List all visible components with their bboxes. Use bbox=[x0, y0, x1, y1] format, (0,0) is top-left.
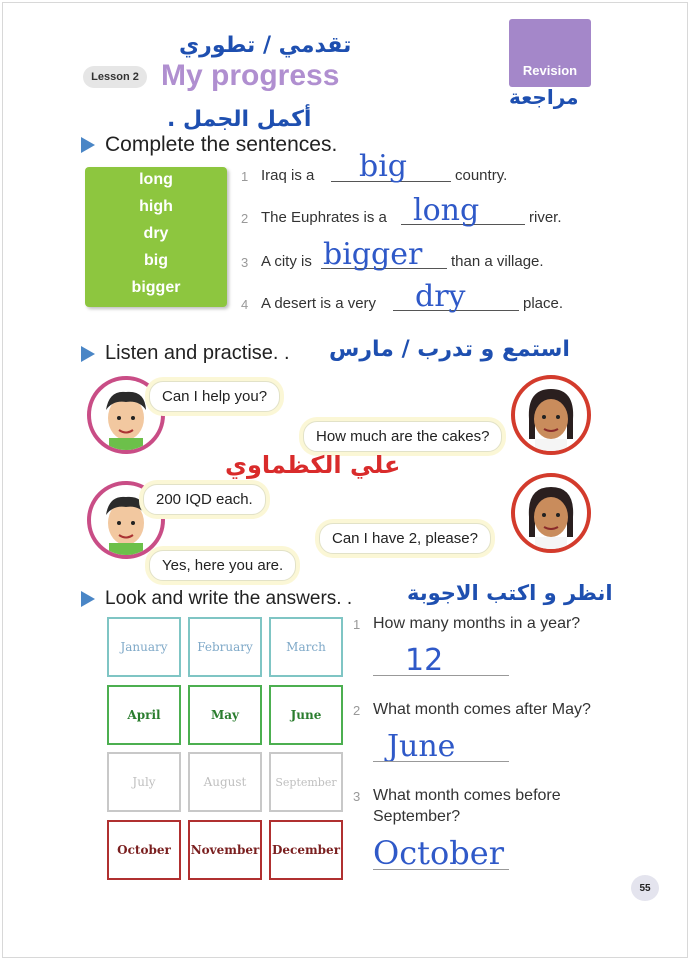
word-item: long bbox=[139, 171, 173, 188]
girl-avatar bbox=[511, 473, 591, 553]
handwritten-answer: 12 bbox=[405, 643, 444, 678]
handwritten-answer: big bbox=[359, 149, 408, 184]
sentence-text: Iraq is a bbox=[261, 167, 315, 184]
speech-bubble: Yes, here you are. bbox=[149, 550, 296, 581]
speech-bubble: Can I help you? bbox=[149, 381, 280, 412]
word-item: dry bbox=[143, 225, 169, 242]
sentence-number: 2 bbox=[241, 211, 249, 226]
page-number: 55 bbox=[631, 875, 659, 901]
handwritten-answer: October bbox=[373, 834, 504, 872]
watermark-text: علي الكظماوي bbox=[225, 451, 401, 479]
month-card: January bbox=[107, 617, 181, 677]
girl-face-icon bbox=[515, 477, 587, 549]
word-item: big bbox=[144, 252, 168, 269]
sentence-number: 4 bbox=[241, 297, 249, 312]
revision-arabic: مراجعة bbox=[509, 85, 579, 109]
handwritten-answer: June bbox=[387, 729, 456, 764]
arabic-title: تقدمي / تطوري bbox=[179, 33, 352, 58]
handwritten-answer: dry bbox=[415, 279, 466, 314]
lesson-badge: Lesson 2 bbox=[83, 66, 147, 88]
question-text: September? bbox=[373, 808, 461, 825]
section1-heading: Complete the sentences. bbox=[105, 133, 338, 156]
month-card: October bbox=[107, 820, 181, 880]
speech-bubble: How much are the cakes? bbox=[303, 421, 502, 452]
month-card: November bbox=[188, 820, 262, 880]
sentence-text: country. bbox=[455, 167, 508, 184]
girl-avatar bbox=[511, 375, 591, 455]
sentence-text: A city is bbox=[261, 253, 312, 270]
month-card: March bbox=[269, 617, 343, 677]
month-card: February bbox=[188, 617, 262, 677]
speech-bubble: 200 IQD each. bbox=[143, 484, 266, 515]
revision-tab bbox=[509, 19, 591, 87]
month-card: May bbox=[188, 685, 262, 745]
workbook-page bbox=[2, 2, 688, 958]
month-card: April bbox=[107, 685, 181, 745]
month-card: December bbox=[269, 820, 343, 880]
section1-arabic: أكمل الجمل . bbox=[167, 107, 312, 132]
sentence-text: A desert is a very bbox=[261, 295, 377, 312]
sentence-text: river. bbox=[529, 209, 562, 226]
question-text: What month comes after May? bbox=[373, 701, 591, 718]
question-text: What month comes before bbox=[373, 787, 561, 804]
month-card: July bbox=[107, 752, 181, 812]
page-title: My progress bbox=[161, 59, 340, 92]
sentence-number: 1 bbox=[241, 169, 249, 184]
question-text: How many months in a year? bbox=[373, 615, 581, 632]
sentence-text: than a village. bbox=[451, 253, 544, 270]
section1-arrow-icon bbox=[81, 137, 95, 153]
question-number: 2 bbox=[353, 703, 361, 718]
answer-line bbox=[373, 675, 509, 676]
handwritten-answer: bigger bbox=[323, 237, 423, 272]
section3-heading: Look and write the answers. . bbox=[105, 588, 353, 609]
word-item: high bbox=[139, 198, 173, 215]
sentence-text: The Euphrates is a bbox=[261, 209, 387, 226]
speech-bubble: Can I have 2, please? bbox=[319, 523, 491, 554]
answer-line bbox=[373, 869, 509, 870]
section3-arrow-icon bbox=[81, 591, 95, 607]
month-card: September bbox=[269, 752, 343, 812]
month-card: August bbox=[188, 752, 262, 812]
section2-arrow-icon bbox=[81, 346, 95, 362]
question-number: 3 bbox=[353, 789, 361, 804]
word-box bbox=[85, 167, 227, 307]
revision-label: Revision bbox=[522, 63, 578, 78]
word-item: bigger bbox=[131, 279, 181, 296]
section2-heading: Listen and practise. . bbox=[105, 342, 290, 364]
handwritten-answer: long bbox=[413, 193, 480, 228]
sentence-text: place. bbox=[523, 295, 564, 312]
girl-face-icon bbox=[515, 379, 587, 451]
month-card: June bbox=[269, 685, 343, 745]
question-number: 1 bbox=[353, 617, 361, 632]
answer-line bbox=[373, 761, 509, 762]
sentence-number: 3 bbox=[241, 255, 249, 270]
section2-arabic: استمع و تدرب / مارس bbox=[329, 337, 570, 362]
section3-arabic: انظر و اكتب الاجوبة bbox=[407, 581, 613, 605]
